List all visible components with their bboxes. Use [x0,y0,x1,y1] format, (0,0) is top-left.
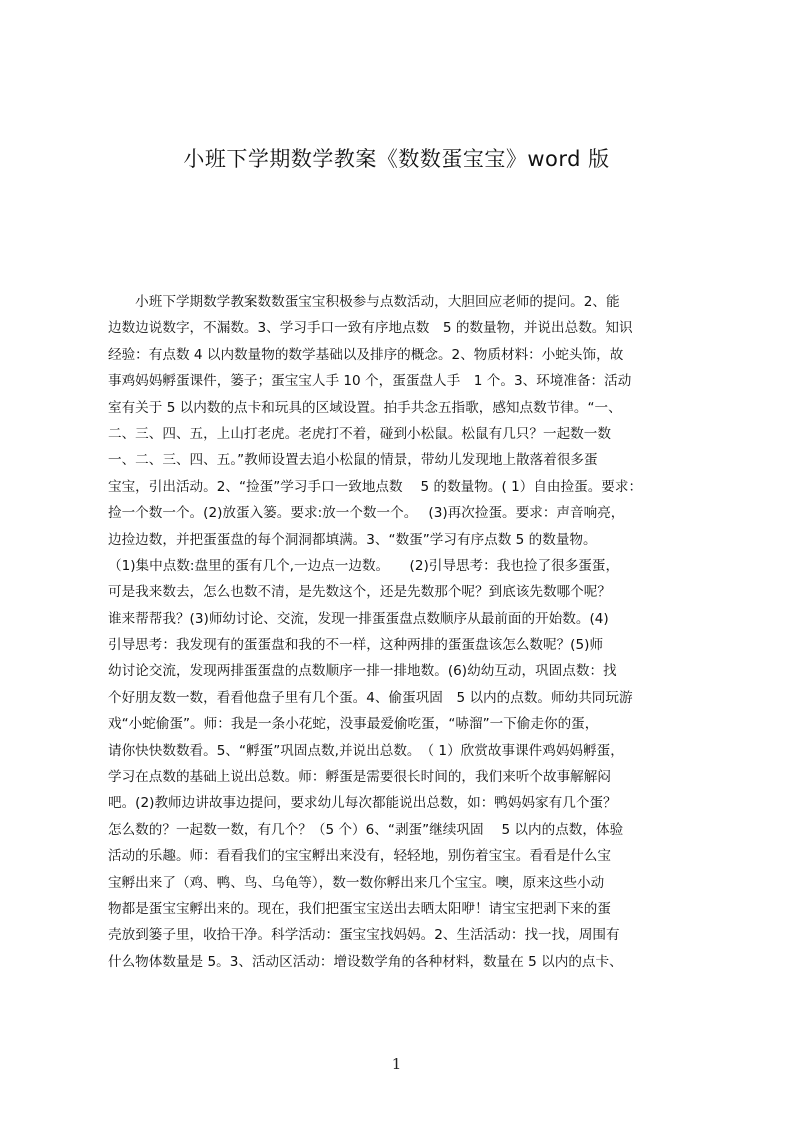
body-line: 经验：有点数 4 以内数量物的数学基础以及排序的概念。2、物质材料：小蛇头饰，故 [108,346,624,363]
body-line: 戏“小蛇偷蛋”。师：我是一条小花蛇，没事最爱偷吃蛋，“哧溜”一下偷走你的蛋， [108,716,599,733]
body-line: 二、三、四、五，上山打老虎。老虎打不着，碰到小松鼠。松鼠有几只？一起数一数 [108,425,611,442]
body-line: 学习在点数的基础上说出总数。师：孵蛋是需要很长时间的，我们来听个故事解解闷 [108,769,611,786]
body-line: 壳放到篓子里，收拾干净。科学活动：蛋宝宝找妈妈。2、生活活动：找一找，周围有 [108,927,620,944]
document-body [108,289,701,970]
body-line: 边数边说数字，不漏数。3、学习手口一致有序地点数 5 的数量物，并说出总数。知识 [108,320,633,337]
body-line: 室有关于 5 以内数的点卡和玩具的区域设置。拍手共念五指歌，感知点数节律。“一、 [108,399,622,416]
body-line: 活动的乐趣。师：看看我们的宝宝孵出来没有，轻轻地，别伤着宝宝。看看是什么宝 [108,848,611,865]
page-number: 1 [391,1055,402,1073]
body-line: 幼讨论交流，发现两排蛋蛋盘的点数顺序一排一排地数。(6)幼幼互动，巩固点数：找 [108,663,617,680]
body-line: 请你快快数数看。5、“孵蛋”巩固点数,并说出总数。 （ 1）欣赏故事课件鸡妈妈孵蛋， [108,742,624,759]
body-line: 事鸡妈妈孵蛋课件，篓子；蛋宝宝人手 10 个，蛋蛋盘人手 1 个。3、环境准备：活动 [108,373,632,390]
body-line: 可是我来数去，怎么也数不清，是先数这个，还是先数那个呢？到底该先数哪个呢？ [108,584,611,601]
body-line: 怎么数的？一起数一数，有几个？（5 个）6、“剥蛋”继续巩固 5 以内的点数，体验 [108,821,624,838]
body-line: 吧。(2)教师边讲故事边提问，要求幼儿每次都能说出总数，如：鸭妈妈家有几个蛋？ [108,795,617,812]
body-line: 小班下学期数学教案数数蛋宝宝积极参与点数活动，大胆回应老师的提问。2、能 [108,294,620,310]
body-line: 谁来帮帮我？(3)师幼讨论、交流，发现一排蛋蛋盘点数顺序从最前面的开始数。(4) [108,610,609,627]
body-line: 物都是蛋宝宝孵出来的。现在，我们把蛋宝宝送出去晒太阳咿！请宝宝把剥下来的蛋 [108,900,611,917]
body-line: 什么物体数量是 5。3、活动区活动：增设数学角的各种材料，数量在 5 以内的点卡、 [108,953,623,970]
body-line: 个好朋友数一数，看看他盘子里有几个蛋。4、偷蛋巩固 5 以内的点数。师幼共同玩游 [108,689,633,706]
body-line: 引导思考：我发现有的蛋蛋盘和我的不一样，这种两排的蛋蛋盘该怎么数呢？(5)师 [108,637,604,654]
body-line: 宝孵出来了（鸡、鸭、鸟、乌龟等），数一数你孵出来几个宝宝。噢，原来这些小动 [108,874,605,891]
body-line: 捡一个数一个。(2)放蛋入篓。要求:放一个数一个。 (3)再次捡蛋。要求：声音响亮， [108,505,625,522]
body-line: 边捡边数，并把蛋蛋盘的每个洞洞都填满。3、“数蛋”学习有序点数 5 的数量物。 [108,531,597,548]
body-line: （1)集中点数:盘里的蛋有几个,一边点一边数。 (2)引导思考：我也捡了很多蛋蛋， [108,557,620,574]
document-title: 小班下学期数学教案《数数蛋宝宝》word 版 [183,147,610,171]
body-line: 一、二、三、四、五。”教师设置去追小松鼠的情景，带幼儿发现地上散落着很多蛋 [108,452,598,469]
body-line: 宝宝，引出活动。2、“捡蛋”学习手口一致地点数 5 的数量物。( 1）自由捡蛋。要求： [108,478,643,495]
